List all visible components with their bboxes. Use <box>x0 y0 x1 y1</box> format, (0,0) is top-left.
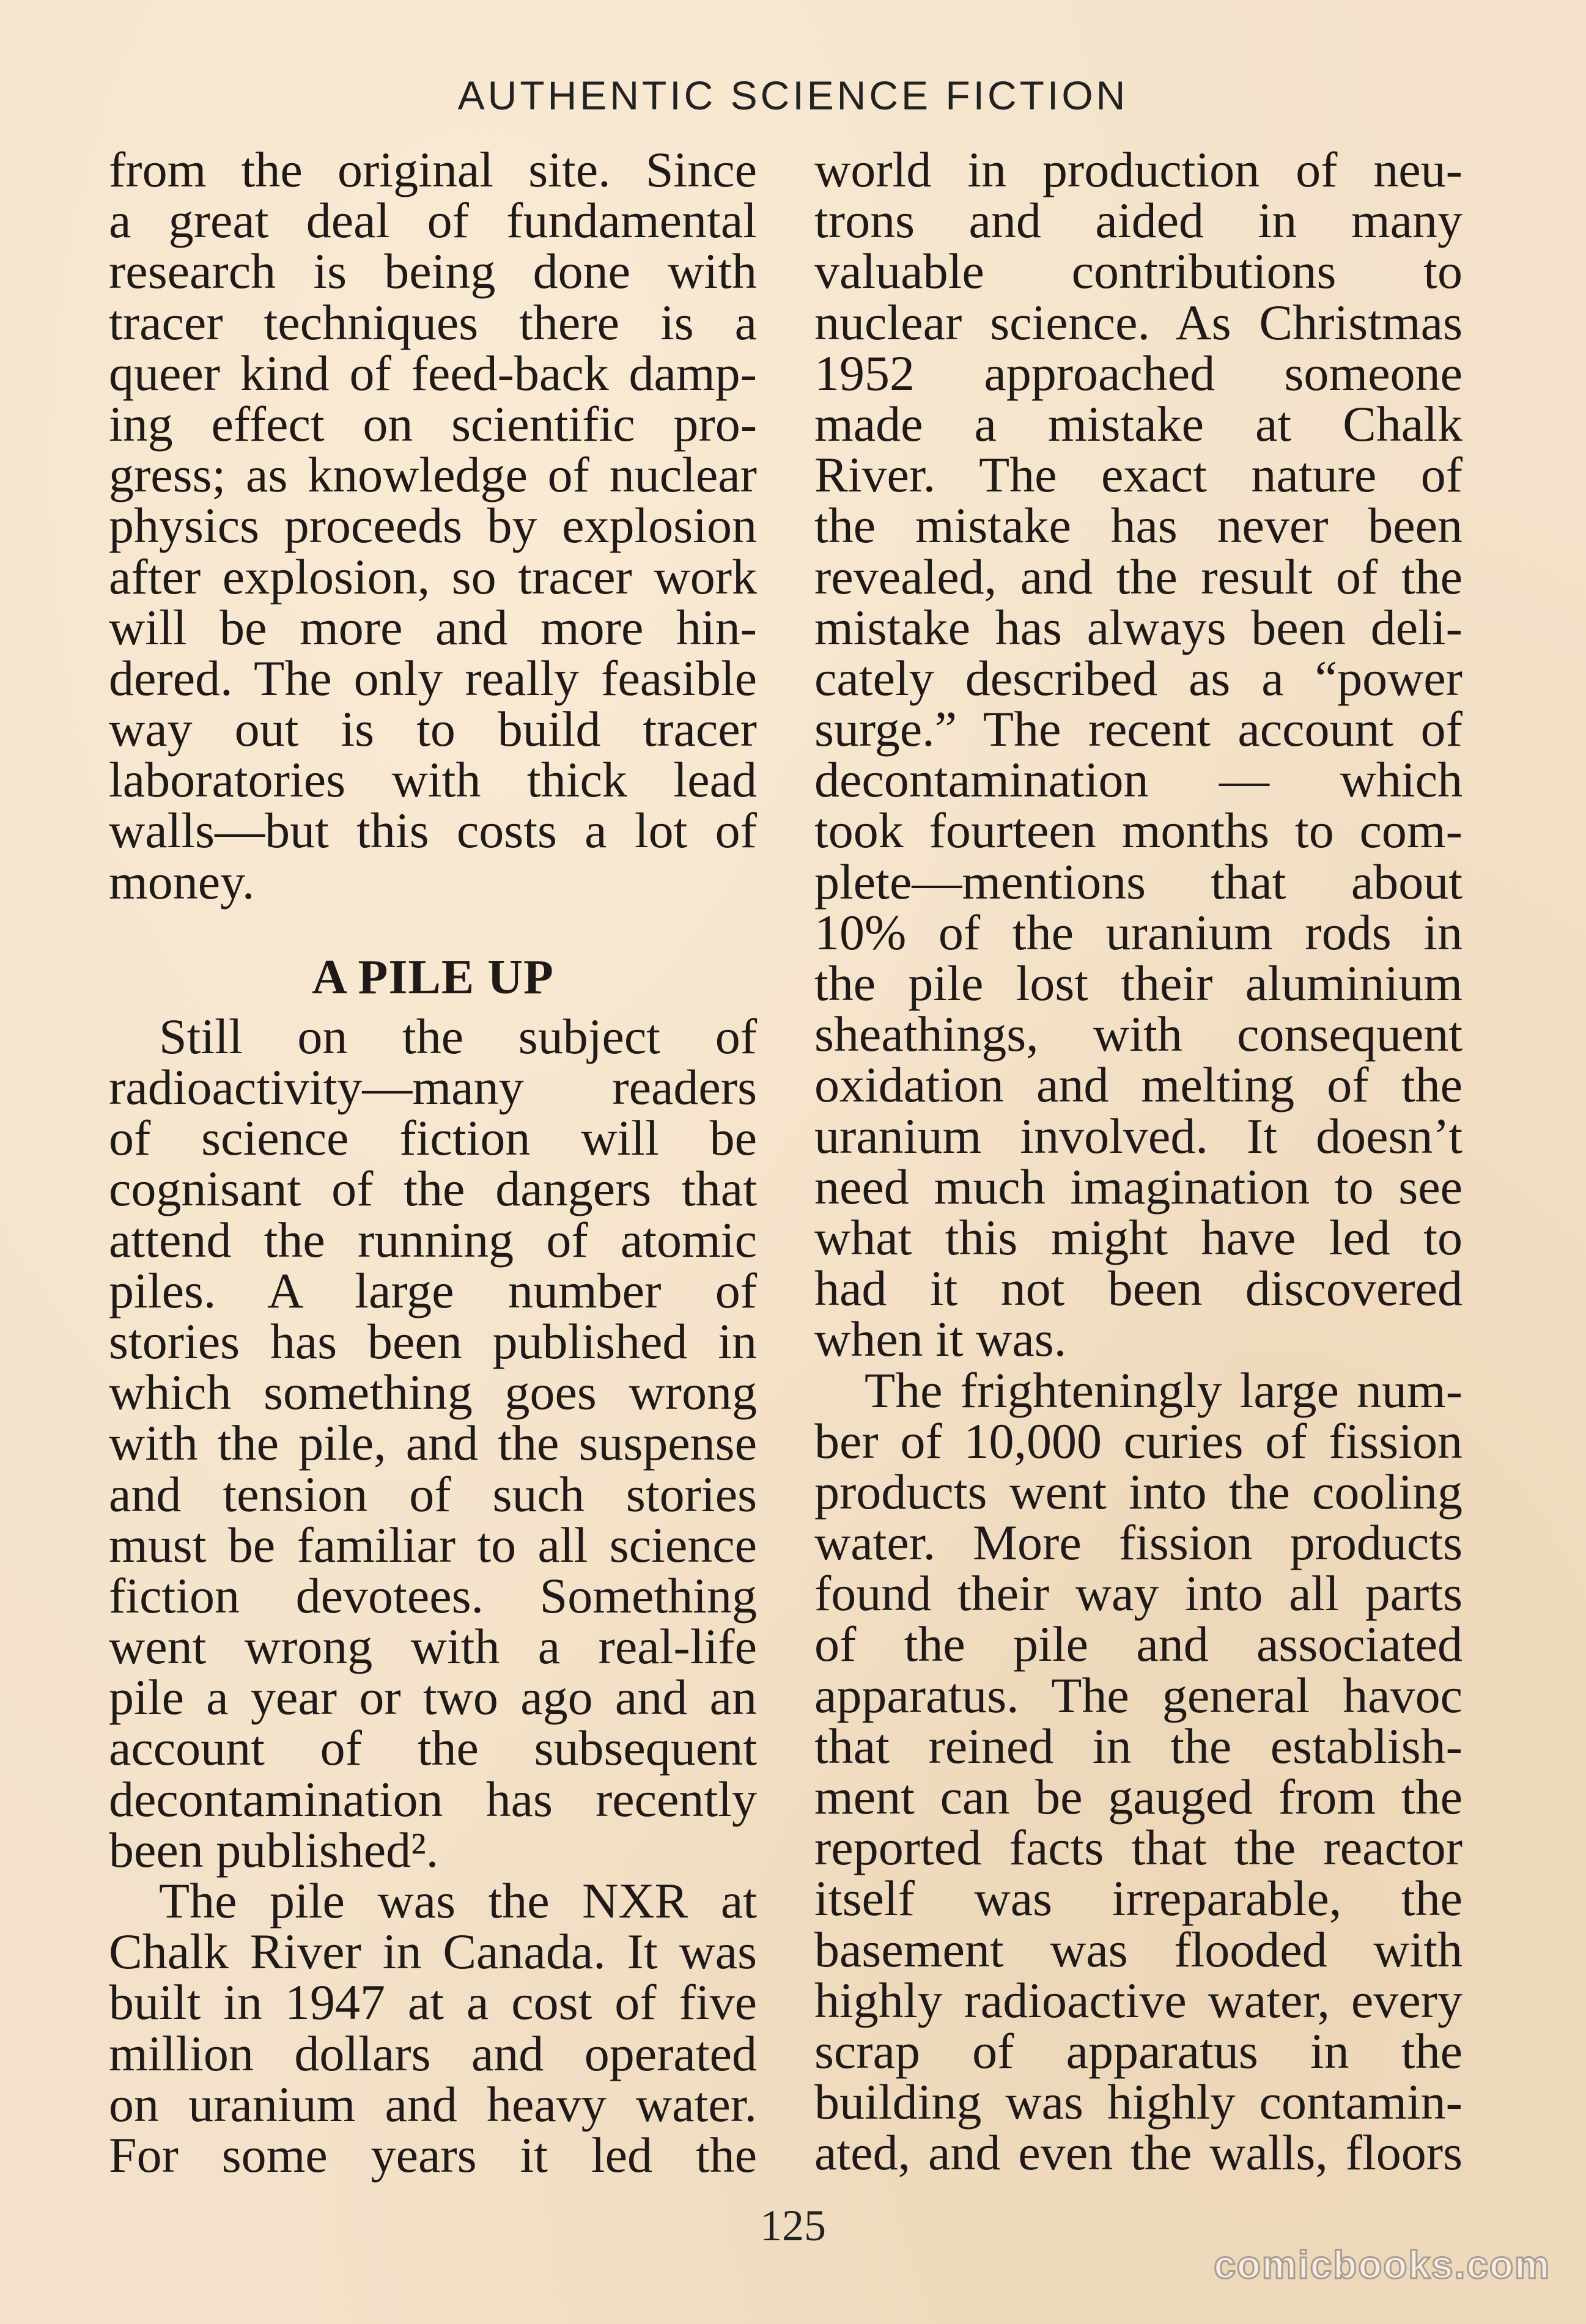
text-line: world in production of neu- <box>814 142 1462 197</box>
text-line: took fourteen months to com- <box>814 803 1462 859</box>
text-line: from the original site. Since <box>109 142 757 197</box>
paragraph-continued <box>109 142 757 910</box>
text-line: way out is to build tracer <box>109 701 757 757</box>
text-line: ber of 10,000 curies of fission <box>814 1413 1462 1469</box>
text-line: products went into the cooling <box>814 1463 1462 1520</box>
paragraph-continued <box>814 144 1462 1365</box>
right-column <box>814 144 1462 2179</box>
text-line: after explosion, so tracer work <box>109 548 757 605</box>
text-line: sheathings, with consequent <box>814 1006 1462 1062</box>
text-line: queer kind of feed-back damp- <box>109 345 757 401</box>
text-line: will be more and more hin- <box>109 599 757 655</box>
page-number: 125 <box>760 2201 826 2250</box>
text-line: that reined in the establish- <box>814 1718 1462 1774</box>
text-line: water. More fission products <box>814 1515 1462 1571</box>
text-line: on uranium and heavy water. <box>109 2076 757 2132</box>
text-line: valuable contributions to <box>814 243 1462 300</box>
text-line: uranium involved. It doesn’t <box>814 1108 1462 1164</box>
paragraph <box>109 1873 757 2183</box>
text-line: dered. The only really feasible <box>109 650 757 706</box>
text-line: The pile was the NXR at <box>159 1873 757 1929</box>
text-line: surge.” The recent account of <box>814 701 1462 757</box>
text-line: walls—but this costs a lot of <box>109 803 757 859</box>
text-line: decontamination — which <box>814 752 1462 808</box>
text-line: ated, and even the walls, floors <box>814 2125 1462 2181</box>
text-line: had it not been discovered <box>814 1260 1462 1317</box>
text-line: money. <box>109 853 255 910</box>
running-head: AUTHENTIC SCIENCE FICTION <box>457 73 1129 118</box>
text-line: 10% of the uranium rods in <box>814 904 1462 960</box>
text-line: a great deal of fundamental <box>109 193 757 249</box>
text-line: ing effect on scientific pro- <box>109 395 757 452</box>
text-line: decontamination has recently <box>109 1771 757 1827</box>
text-line: River. The exact nature of <box>814 447 1462 503</box>
text-line: the mistake has never been <box>814 498 1462 554</box>
text-line: laboratories with thick lead <box>109 752 757 808</box>
text-line: trons and aided in many <box>814 193 1462 249</box>
text-line: went wrong with a real-life <box>109 1619 757 1675</box>
paragraph <box>109 1008 757 1878</box>
text-line: million dollars and operated <box>109 2025 757 2081</box>
text-line: physics proceeds by explosion <box>109 498 757 554</box>
text-line: ment can be gauged from the <box>814 1769 1462 1825</box>
text-line: plete—mentions that about <box>814 853 1462 910</box>
watermark-logo: comicbooks.com <box>1214 2243 1551 2287</box>
text-line: the pile lost their aluminium <box>814 955 1462 1011</box>
text-line: attend the running of atomic <box>109 1212 757 1268</box>
text-line: Chalk River in Canada. It was <box>109 1924 757 1980</box>
text-line: apparatus. The general havoc <box>814 1667 1462 1723</box>
text-line: gress; as knowledge of nuclear <box>109 447 757 503</box>
text-line: of science fiction will be <box>109 1110 757 1166</box>
section-heading: A PILE UP <box>312 950 554 1004</box>
text-line: Still on the subject of <box>159 1008 757 1064</box>
text-line: been published². <box>109 1822 439 1878</box>
text-line: nuclear science. As Christmas <box>814 294 1462 350</box>
left-column <box>109 142 757 2183</box>
text-line: cognisant of the dangers that <box>109 1161 757 1217</box>
text-line: with the pile, and the suspense <box>109 1415 757 1471</box>
text-line: what this might have led to <box>814 1209 1462 1265</box>
text-line: when it was. <box>814 1311 1067 1367</box>
text-line: which something goes wrong <box>109 1364 757 1421</box>
text-line: The frighteningly large num- <box>865 1362 1462 1418</box>
text-line: stories has been published in <box>109 1313 757 1369</box>
paragraph <box>814 1362 1462 2181</box>
text-line: basement was flooded with <box>814 1921 1462 1977</box>
text-line: scrap of apparatus in the <box>814 2023 1462 2079</box>
text-line: building was highly contamin- <box>814 2074 1462 2130</box>
text-line: of the pile and associated <box>814 1616 1462 1672</box>
text-line: found their way into all parts <box>814 1565 1462 1622</box>
text-line: piles. A large number of <box>109 1262 757 1318</box>
text-line: and tension of such stories <box>109 1466 757 1522</box>
text-line: fiction devotees. Something <box>109 1567 757 1623</box>
text-line: revealed, and the result of the <box>814 548 1462 605</box>
text-line: tracer techniques there is a <box>109 294 757 350</box>
text-line: cately described as a “power <box>814 650 1462 706</box>
text-line: pile a year or two ago and an <box>109 1669 757 1726</box>
text-line: For some years it led the <box>109 2127 757 2183</box>
text-line: account of the subsequent <box>109 1720 757 1776</box>
text-line: must be familiar to all science <box>109 1517 757 1573</box>
text-line: need much imagination to see <box>814 1158 1462 1215</box>
text-line: mistake has always been deli- <box>814 599 1462 655</box>
text-line: reported facts that the reactor <box>814 1820 1462 1876</box>
text-line: 1952 approached someone <box>814 345 1462 401</box>
text-line: research is being done with <box>109 243 757 300</box>
text-line: highly radioactive water, every <box>814 1972 1462 2028</box>
text-line: made a mistake at Chalk <box>814 395 1462 452</box>
text-line: itself was irreparable, the <box>814 1870 1462 1927</box>
text-line: radioactivity—many readers <box>109 1059 757 1115</box>
text-line: oxidation and melting of the <box>814 1057 1462 1113</box>
text-line: built in 1947 at a cost of five <box>109 1974 757 2031</box>
section-spacer <box>109 907 757 944</box>
